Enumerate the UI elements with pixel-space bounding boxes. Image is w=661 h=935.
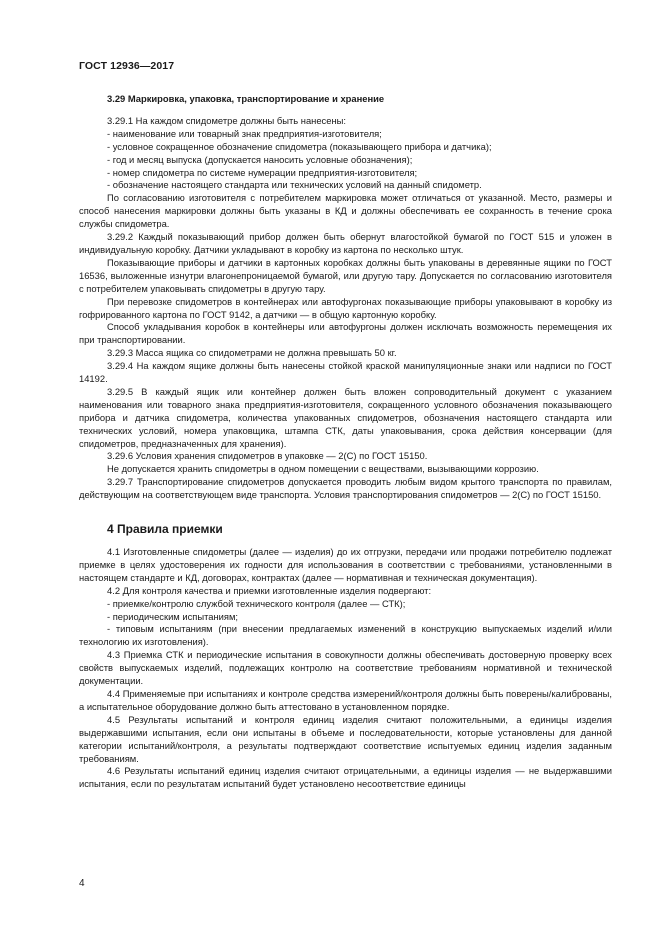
list-item: - приемке/контролю службой технического контроля (далее — СТК); [107,597,406,609]
paragraph: 3.29.7 Транспортирование спидометров допускается проводить любым видом крытого транспорта по правилам, действующим на соответствующем виде транспорта. Условия транспортирования спидометров — 2(С) по ГОСТ 15150. [79,476,612,501]
list-item: - обозначение настоящего стандарта или технических условий на данный спидометр. [107,179,482,191]
paragraph: 3.29.2 Каждый показывающий прибор должен быть обернут влагостойкой бумагой по ГОСТ 515 и уложен в индивидуальную коробку. Датчики укладывают в коробку из картона по несколько штук. [79,231,612,255]
section-3-29-body [79,115,612,502]
list-item: - типовым испытаниям (при внесении предлагаемых изменений в конструкцию выпускаемых изделий и/или технологию их изготовления). [79,623,612,648]
paragraph: 4.6 Результаты испытаний единиц изделия считают отрицательными, а единицы изделия — не выдержавшими испытания, если по результатам испытаний будет установлено несоответствие единицы [79,765,612,790]
list-item: - наименование или товарный знак предприятия-изготовителя; [107,127,382,139]
paragraph: Способ укладывания коробок в контейнеры или автофургоны должен исключать возможность перемещения их при транспортировании. [79,321,612,346]
paragraph: Показывающие приборы и датчики в картонных коробках должны быть упакованы в деревянные ящики по ГОСТ 16536, выложенные изнутри влагонепроницаемой бумагой, или другую тару. Допускается по согласованию изготовителя с потребителем упаковывать спидометры в другую тару. [79,256,612,294]
chapter-heading-4: 4 Правила приемки [107,522,223,537]
paragraph: По согласованию изготовителя с потребителем маркировка может отличаться от указанной. Место, размеры и способ нанесения маркировки должны быть указаны в КД и должны обеспечивать ее сохранность в течение срока службы спидометра. [79,192,612,230]
paragraph: 3.29.4 На каждом ящике должны быть нанесены стойкой краской манипуляционные знаки или надписи по ГОСТ 14192. [79,360,612,385]
section-heading-3-29: 3.29 Маркировка, упаковка, транспортирование и хранение [107,93,385,104]
paragraph: 4.1 Изготовленные спидометры (далее — изделия) до их отгрузки, передачи или продажи потребителю подлежат приемке в целях удостоверения их годности для использования в соответствии с требованиями, установленными в настоящем стандарте и КД, договорах, контрактах (далее — нормативная и техническая документация). [79,546,612,583]
paragraph: Не допускается хранить спидометры в одном помещении с веществами, вызывающими коррозию. [107,463,539,475]
paragraph: 3.29.6 Условия хранения спидометров в упаковке — 2(С) по ГОСТ 15150. [107,450,428,462]
paragraph: 3.29.1 На каждом спидометре должны быть нанесены: [107,114,346,126]
list-item: - номер спидометра по системе нумерации предприятия-изготовителя; [107,166,418,178]
page-number: 4 [79,878,85,889]
paragraph: При перевозке спидометров в контейнерах или автофургонах показывающие приборы упаковывают в коробку из гофрированного картона по ГОСТ 9142, а датчики — в общую картонную коробку. [79,295,612,320]
paragraph: 4.4 Применяемые при испытаниях и контроле средства измерений/контроля должны быть поверены/калиброваны, а испытательное оборудование должно быть аттестовано в установленном порядке. [79,687,612,712]
paragraph: 4.3 Приемка СТК и периодические испытания в совокупности должны обеспечивать достоверную проверку всех свойств выпускаемых изделий, подлежащих контролю на соответствие требованиям нормативной и технической документации. [79,649,612,687]
document-header: ГОСТ 12936—2017 [79,60,175,72]
paragraph: 3.29.5 В каждый ящик или контейнер должен быть вложен сопроводительный документ с указанием наименования или товарного знака предприятия-изготовителя, сокращенного условного обозначения показывающего прибора и датчика спидометра, количества упакованных спидометров, обозначения настоящего стандарта или технических условий, номера упаковщика, штампа СТК, даты упаковывания, срока действия консервации (для спидометров, предназначенных для хранения). [79,385,612,449]
chapter-4-body [79,546,612,791]
list-item: - условное сокращенное обозначение спидометра (показывающего прибора и датчика); [107,140,492,152]
document-body [79,93,612,791]
list-item: - периодическим испытаниям; [107,610,239,622]
paragraph: 4.2 Для контроля качества и приемки изготовленные изделия подвергают: [107,584,432,596]
list-item: - год и месяц выпуска (допускается наносить условные обозначения); [107,153,413,165]
paragraph: 4.5 Результаты испытаний и контроля единиц изделия считают положительными, а единицы изделия выдержавшими испытания, если они испытаны в объеме и последовательности, которые установлены для данной категории испытаний/контроля, а результаты подтверждают соответствие испытуемых единиц изделия заданным требованиям. [79,713,612,764]
paragraph: 3.29.3 Масса ящика со спидометрами не должна превышать 50 кг. [107,347,397,359]
